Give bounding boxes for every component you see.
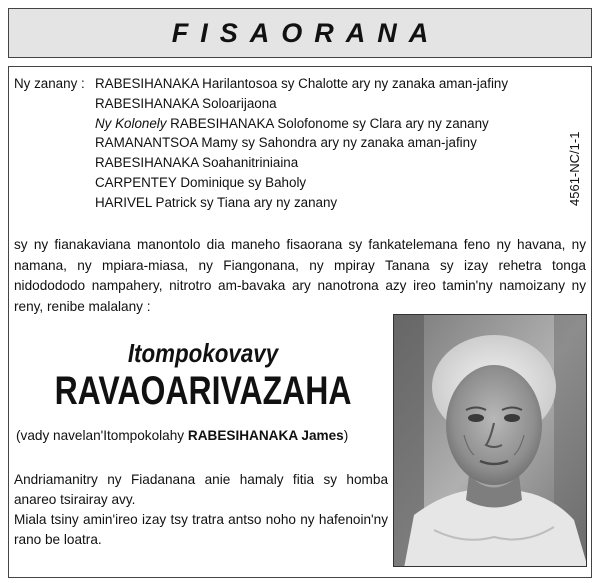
portrait-photo [393, 314, 587, 567]
family-name: RABESIHANAKA Soloarijaona [95, 95, 277, 111]
family-line [14, 133, 508, 153]
family-line [14, 94, 508, 114]
reference-code: 4561-NC/1-1 [567, 131, 582, 206]
widow-prefix: (vady navelan'Itompokolahy [16, 428, 188, 443]
family-name: RABESIHANAKA Soahanitriniaina [95, 155, 299, 171]
closing-line: Miala tsiny amin'ireo izay tsy tratra antso noho ny hafenoin'ny rano be loatra. [14, 512, 388, 547]
closing-line: Andriamanitry ny Fiadanana anie hamaly fitia sy homba anareo tsirairay avy. [14, 472, 388, 507]
closing-text [14, 470, 388, 550]
deceased-name: RAVAOARIVAZAHA [54, 369, 352, 413]
family-name: HARIVEL Patrick sy Tiana ary ny zanany [95, 194, 338, 210]
page-title: FISAORANA [171, 17, 441, 48]
family-line [14, 173, 508, 193]
honorific: Itompokovavy [127, 338, 279, 368]
family-line [14, 193, 508, 213]
family-line [14, 74, 508, 94]
family-name: RAMANANTSOA Mamy sy Sahondra ary ny zanaka aman-jafiny [95, 135, 477, 151]
family-name: RABESIHANAKA Harilantosoa sy Chalotte ary ny zanaka aman-jafiny [95, 76, 509, 91]
widow-name: RABESIHANAKA James [187, 428, 344, 443]
family-name: CARPENTEY Dominique sy Baholy [95, 174, 307, 190]
family-name: RABESIHANAKA Solofonome sy Clara ary ny zanany [166, 115, 489, 131]
family-title: Ny Kolonely [95, 115, 167, 131]
title-banner [8, 8, 592, 58]
thanks-paragraph: sy ny fianakaviana manontolo dia maneho fisaorana sy fankatelemana feno ny havana, ny namana, ny mpiara-miasa, ny Fiangonana, ny mpiray Tanana sy izay rehetra tonga nidodododo nampahery, nitrotro am-bavaka ary nanotrona azy ireo tamin'ny namoizany ny reny, renibe malalany : [14, 237, 586, 314]
widow-line [16, 428, 392, 443]
family-line [14, 114, 508, 134]
family-line [14, 153, 508, 173]
widow-suffix: ) [343, 428, 349, 443]
portrait-photo-image [394, 315, 587, 567]
family-prefix: Ny zanany : [14, 76, 85, 91]
family-list [14, 74, 508, 213]
